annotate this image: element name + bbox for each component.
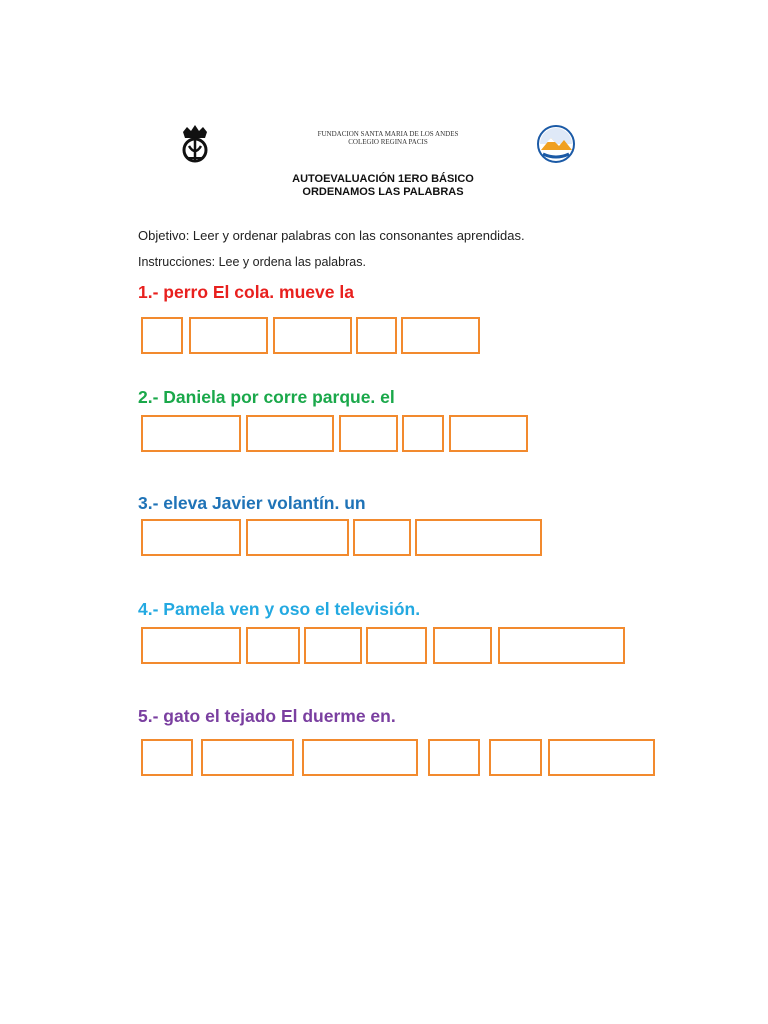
school-name	[290, 130, 486, 146]
answer-box[interactable]	[141, 415, 241, 452]
instructions-text: Instrucciones: Lee y ordena las palabras.	[138, 255, 366, 269]
answer-box[interactable]	[548, 739, 655, 776]
exercise-4-prompt: 4.- Pamela ven y oso el televisión.	[138, 599, 421, 619]
exercise-3-prompt: 3.- eleva Javier volantín. un	[138, 493, 366, 513]
answer-box[interactable]	[246, 519, 349, 556]
crown-crest-logo	[175, 124, 215, 164]
exercise-2-prompt: 2.- Daniela por corre parque. el	[138, 387, 395, 407]
answer-box[interactable]	[246, 627, 300, 664]
answer-box[interactable]	[353, 519, 411, 556]
answer-box[interactable]	[304, 627, 362, 664]
answer-box[interactable]	[141, 519, 241, 556]
exercise-1-prompt: 1.- perro El cola. mueve la	[138, 282, 354, 302]
answer-box[interactable]	[428, 739, 480, 776]
exercise-5-prompt: 5.- gato el tejado El duerme en.	[138, 706, 396, 726]
answer-box[interactable]	[401, 317, 480, 354]
objective-text: Objetivo: Leer y ordenar palabras con las consonantes aprendidas.	[138, 228, 525, 243]
title-line2: ORDENAMOS LAS PALABRAS	[302, 186, 464, 198]
answer-box[interactable]	[356, 317, 397, 354]
answer-box[interactable]	[489, 739, 542, 776]
title-line1: AUTOEVALUACIÓN 1ERO BÁSICO	[292, 173, 474, 185]
answer-box[interactable]	[366, 627, 427, 664]
worksheet-title	[230, 173, 536, 199]
answer-box[interactable]	[273, 317, 352, 354]
answer-box[interactable]	[141, 317, 183, 354]
answer-box[interactable]	[449, 415, 528, 452]
answer-box[interactable]	[415, 519, 542, 556]
answer-box[interactable]	[246, 415, 334, 452]
answer-box[interactable]	[201, 739, 294, 776]
school-name-line1: FUNDACION SANTA MARIA DE LOS ANDES	[317, 130, 459, 138]
answer-box[interactable]	[498, 627, 625, 664]
school-seal-logo	[529, 124, 583, 164]
answer-box[interactable]	[189, 317, 268, 354]
answer-box[interactable]	[302, 739, 418, 776]
school-name-line2: COLEGIO REGINA PACIS	[348, 138, 428, 146]
answer-box[interactable]	[141, 627, 241, 664]
answer-box[interactable]	[339, 415, 398, 452]
answer-box[interactable]	[141, 739, 193, 776]
answer-box[interactable]	[402, 415, 444, 452]
answer-box[interactable]	[433, 627, 492, 664]
